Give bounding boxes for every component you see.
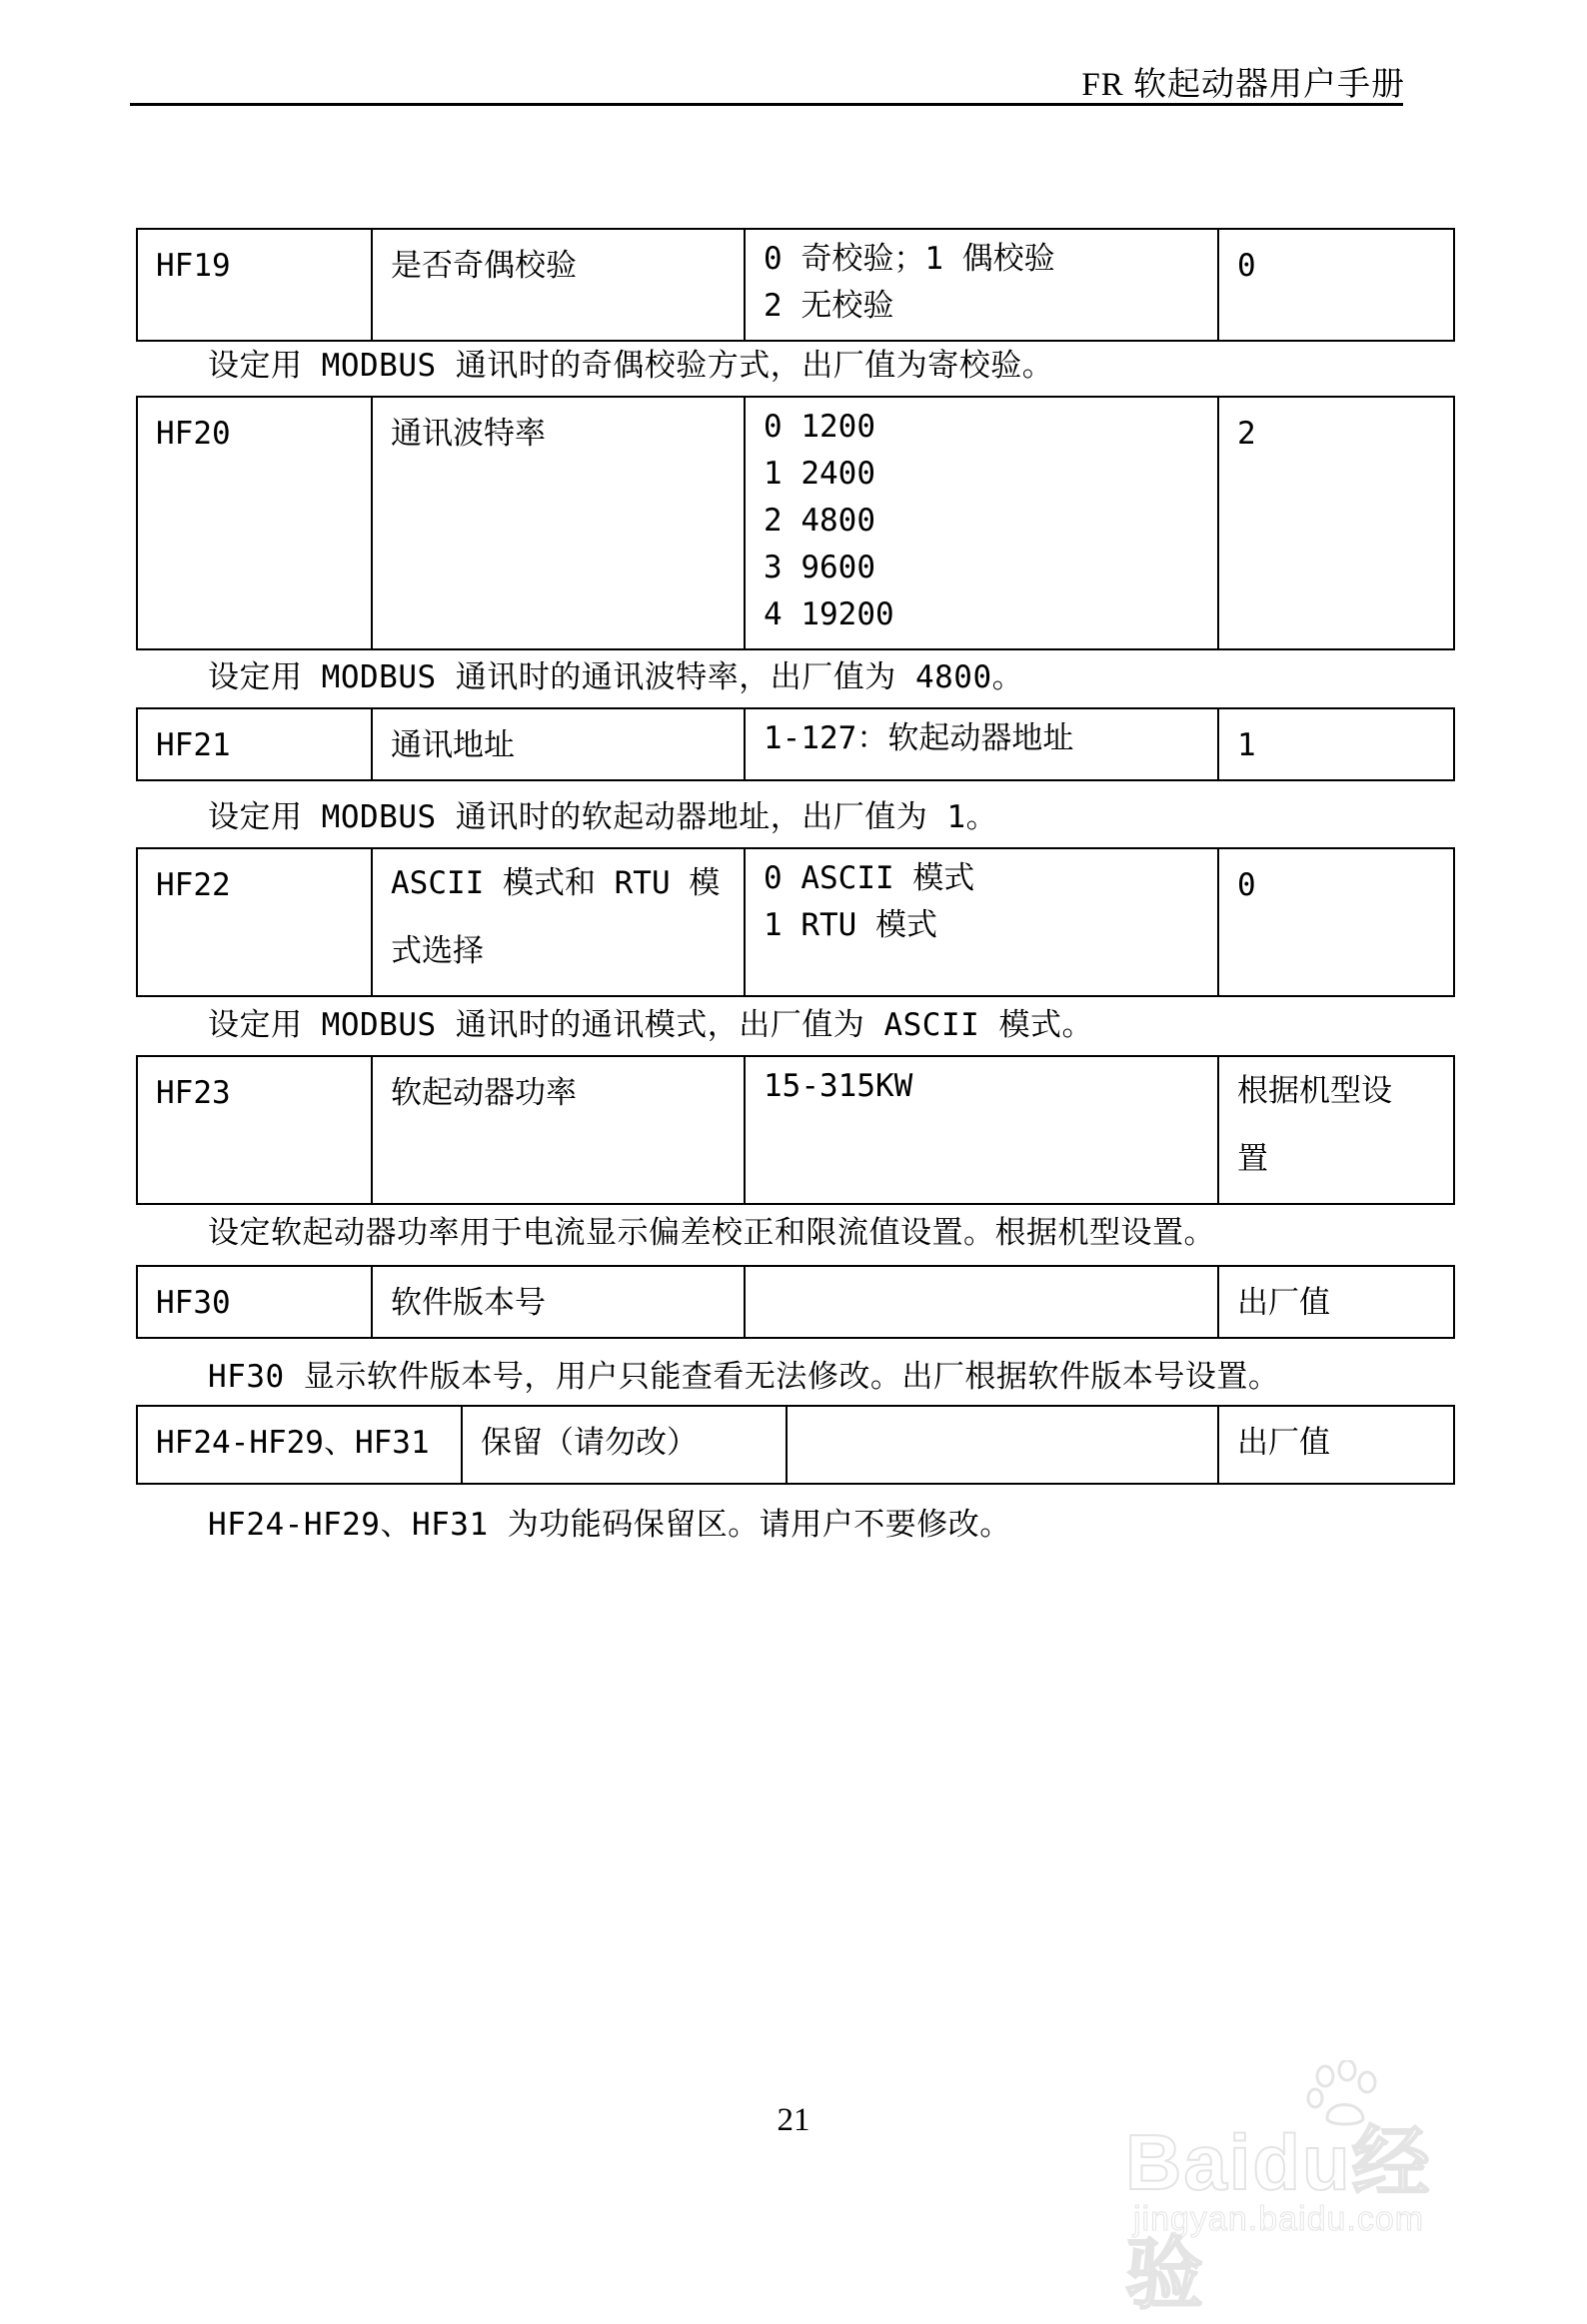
param-options bbox=[787, 1406, 1218, 1484]
param-options bbox=[745, 1056, 1218, 1204]
param-default: 1 bbox=[1218, 708, 1454, 780]
table-row bbox=[137, 848, 1454, 996]
param-options bbox=[745, 708, 1218, 780]
param-code: HF30 bbox=[137, 1266, 372, 1338]
param-default: 根据机型设置 bbox=[1218, 1056, 1454, 1204]
param-options bbox=[745, 397, 1218, 649]
param-options bbox=[745, 229, 1218, 341]
param-default: 0 bbox=[1218, 229, 1454, 341]
watermark-logo: Baidu经验 bbox=[1125, 2118, 1432, 2318]
param-code: HF20 bbox=[137, 397, 372, 649]
table-row bbox=[137, 1406, 1454, 1484]
param-code: HF21 bbox=[137, 708, 372, 780]
param-default: 0 bbox=[1218, 848, 1454, 996]
option-item: 0 1200 bbox=[764, 409, 875, 445]
table-row bbox=[137, 1266, 1454, 1338]
baidu-watermark bbox=[1085, 2060, 1495, 2318]
option-item: 1 2400 bbox=[764, 456, 875, 492]
param-description: HF24-HF29、HF31 为功能码保留区。请用户不要修改。 bbox=[208, 1507, 1011, 1543]
option-item: 2 无校验 bbox=[764, 288, 894, 324]
param-description: 设定软起动器功率用于电流显示偏差校正和限流值设置。根据机型设置。 bbox=[208, 1215, 1215, 1251]
param-name: 软件版本号 bbox=[372, 1266, 745, 1338]
param-default: 出厂值 bbox=[1218, 1406, 1454, 1484]
param-table-reserved bbox=[136, 1405, 1455, 1485]
option-item: 1 RTU 模式 bbox=[764, 907, 937, 943]
table-row bbox=[137, 397, 1454, 649]
table-row bbox=[137, 1056, 1454, 1204]
option-item: 0 奇校验；1 偶校验 bbox=[764, 241, 1055, 277]
param-default: 2 bbox=[1218, 397, 1454, 649]
watermark-url: jingyan.baidu.com bbox=[1133, 2200, 1425, 2238]
header-title: FR 软起动器用户手册 bbox=[1081, 67, 1405, 103]
option-item: 1-127：软起动器地址 bbox=[764, 720, 1074, 756]
param-options bbox=[745, 848, 1218, 996]
param-description: 设定用 MODBUS 通讯时的奇偶校验方式，出厂值为寄校验。 bbox=[208, 348, 1054, 384]
option-item: 15-315KW bbox=[764, 1068, 913, 1104]
param-name: 通讯波特率 bbox=[372, 397, 745, 649]
param-code: HF23 bbox=[137, 1056, 372, 1204]
param-code: HF19 bbox=[137, 229, 372, 341]
param-options bbox=[745, 1266, 1218, 1338]
param-name: 保留（请勿改） bbox=[462, 1406, 787, 1484]
param-code: HF22 bbox=[137, 848, 372, 996]
param-name: ASCII 模式和 RTU 模式选择 bbox=[372, 848, 745, 996]
page-number: 21 bbox=[777, 2102, 810, 2138]
param-description: 设定用 MODBUS 通讯时的通讯波特率，出厂值为 4800。 bbox=[208, 659, 1024, 695]
param-table-hf22 bbox=[136, 847, 1455, 997]
option-item: 3 9600 bbox=[764, 550, 875, 585]
param-name: 是否奇偶校验 bbox=[372, 229, 745, 341]
option-item: 4 19200 bbox=[764, 596, 894, 632]
option-item: 2 4800 bbox=[764, 503, 875, 539]
param-table-hf23 bbox=[136, 1055, 1455, 1205]
param-table-hf30 bbox=[136, 1265, 1455, 1339]
param-table-hf20 bbox=[136, 396, 1455, 650]
param-name: 通讯地址 bbox=[372, 708, 745, 780]
header-divider bbox=[130, 103, 1403, 106]
option-item: 0 ASCII 模式 bbox=[764, 860, 975, 896]
param-table-hf19 bbox=[136, 228, 1455, 342]
param-description: HF30 显示软件版本号，用户只能查看无法修改。出厂根据软件版本号设置。 bbox=[208, 1359, 1280, 1395]
table-row bbox=[137, 708, 1454, 780]
param-table-hf21 bbox=[136, 707, 1455, 781]
param-code: HF24-HF29、HF31 bbox=[137, 1406, 462, 1484]
table-row bbox=[137, 229, 1454, 341]
param-description: 设定用 MODBUS 通讯时的通讯模式，出厂值为 ASCII 模式。 bbox=[208, 1007, 1093, 1043]
param-name: 软起动器功率 bbox=[372, 1056, 745, 1204]
param-description: 设定用 MODBUS 通讯时的软起动器地址，出厂值为 1。 bbox=[208, 799, 998, 835]
param-default: 出厂值 bbox=[1218, 1266, 1454, 1338]
